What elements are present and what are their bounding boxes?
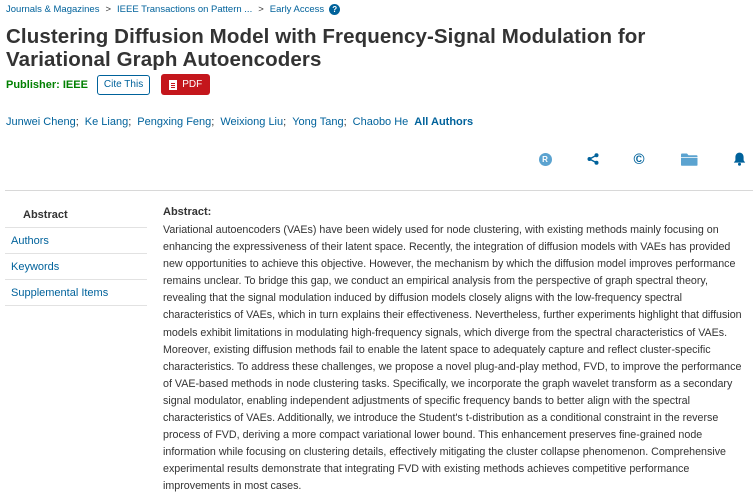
sidebar-item-keywords[interactable]: Keywords xyxy=(5,254,147,280)
author-link[interactable]: Junwei Cheng xyxy=(6,116,76,128)
section-divider xyxy=(5,190,753,191)
page-title: Clustering Diffusion Model with Frequency-Signal Modulation for Variational Graph Autoencoders xyxy=(6,25,646,71)
rights-permissions-icon[interactable] xyxy=(538,149,552,169)
abstract-section xyxy=(163,206,749,496)
author-separator: ; xyxy=(75,116,79,128)
pdf-button[interactable] xyxy=(161,74,210,95)
breadcrumb-separator: > xyxy=(258,4,264,15)
help-icon[interactable]: ? xyxy=(329,4,340,15)
breadcrumb-journals[interactable]: Journals & Magazines xyxy=(6,4,100,15)
author-link[interactable]: Weixiong Liu xyxy=(220,116,284,128)
author-separator: ; xyxy=(128,116,132,128)
pdf-button-label: PDF xyxy=(182,79,203,90)
copyright-icon[interactable]: © xyxy=(633,150,645,168)
rights-badge: R xyxy=(539,153,552,166)
author-link[interactable]: Chaobo He xyxy=(352,116,409,128)
author-separator: ; xyxy=(343,116,347,128)
breadcrumb-publication[interactable]: IEEE Transactions on Pattern ... xyxy=(117,4,253,15)
breadcrumb-separator: > xyxy=(105,4,112,15)
sidebar-item-supplemental-items[interactable]: Supplemental Items xyxy=(5,280,147,306)
all-authors-link[interactable]: All Authors xyxy=(414,116,474,128)
sidebar-item-authors[interactable]: Authors xyxy=(5,228,147,254)
abstract-heading: Abstract: xyxy=(163,206,212,218)
breadcrumb xyxy=(6,4,340,15)
cite-this-button[interactable]: Cite This xyxy=(97,75,150,95)
document-sections-nav xyxy=(5,202,147,306)
pdf-file-icon xyxy=(169,80,177,90)
author-link[interactable]: Yong Tang xyxy=(292,116,344,128)
author-list xyxy=(6,116,473,128)
folder-icon[interactable] xyxy=(680,149,698,169)
author-link[interactable]: Ke Liang xyxy=(84,116,129,128)
abstract-text: Variational autoencoders (VAEs) have been widely used for node clustering, with existing methods mainly focusing on enhancing the expressiveness of their latent space. Recently, the integration of diffusion models with VAEs has provided new opportunities to achieve this objective. However, the mechanism by which the diffusion model improves performance remains unclear. To bridge this gap, we conduct an empirical analysis from the perspective of graph spectral theory, revealing that the signal modulation induced by diffusion models closely aligns with the low-frequency spectral characteristics of VAEs, which in turn explains their effectiveness. Nevertheless, further experiments highlight that diffusion models exhibit limitations in modulating high-frequency signals, which diverge from the spectral characteristics of VAEs. Moreover, existing diffusion methods fail to enable the latent space to adequately capture and reflect cluster-specific characteristics. To address these challenges, we propose a novel plug-and-play method, FVD, to improve the performance of VAE-based methods in node clustering tasks. Specifically, we incorporate the graph wavelet transform as a secondary signal modulator, enabling independent adjustments of specific frequency bands to better align with the spectral characteristics of VAEs. Additionally, we introduce the Student's t-distribution as a conditional constraint in the reverse process of FVD, deriving a more compact variational lower bound. This enhancement preserves fine-grained node information while focusing on clustering details, effectively mitigating the cluster collapse phenomenon. Comprehensive experimental results demonstrate that integrating FVD with existing methods achieves competitive performance improvements in most cases. xyxy=(163,224,742,493)
author-link[interactable]: Pengxing Feng xyxy=(137,116,212,128)
breadcrumb-early-access[interactable]: Early Access xyxy=(269,4,325,15)
author-separator: ; xyxy=(283,116,287,128)
author-separator: ; xyxy=(211,116,215,128)
bell-icon[interactable] xyxy=(732,149,746,169)
publisher-label: Publisher: IEEE xyxy=(6,78,88,91)
share-icon[interactable] xyxy=(585,149,601,169)
sidebar-item-abstract[interactable]: Abstract xyxy=(5,202,147,228)
publisher-row xyxy=(6,74,210,95)
article-tools xyxy=(0,149,753,169)
